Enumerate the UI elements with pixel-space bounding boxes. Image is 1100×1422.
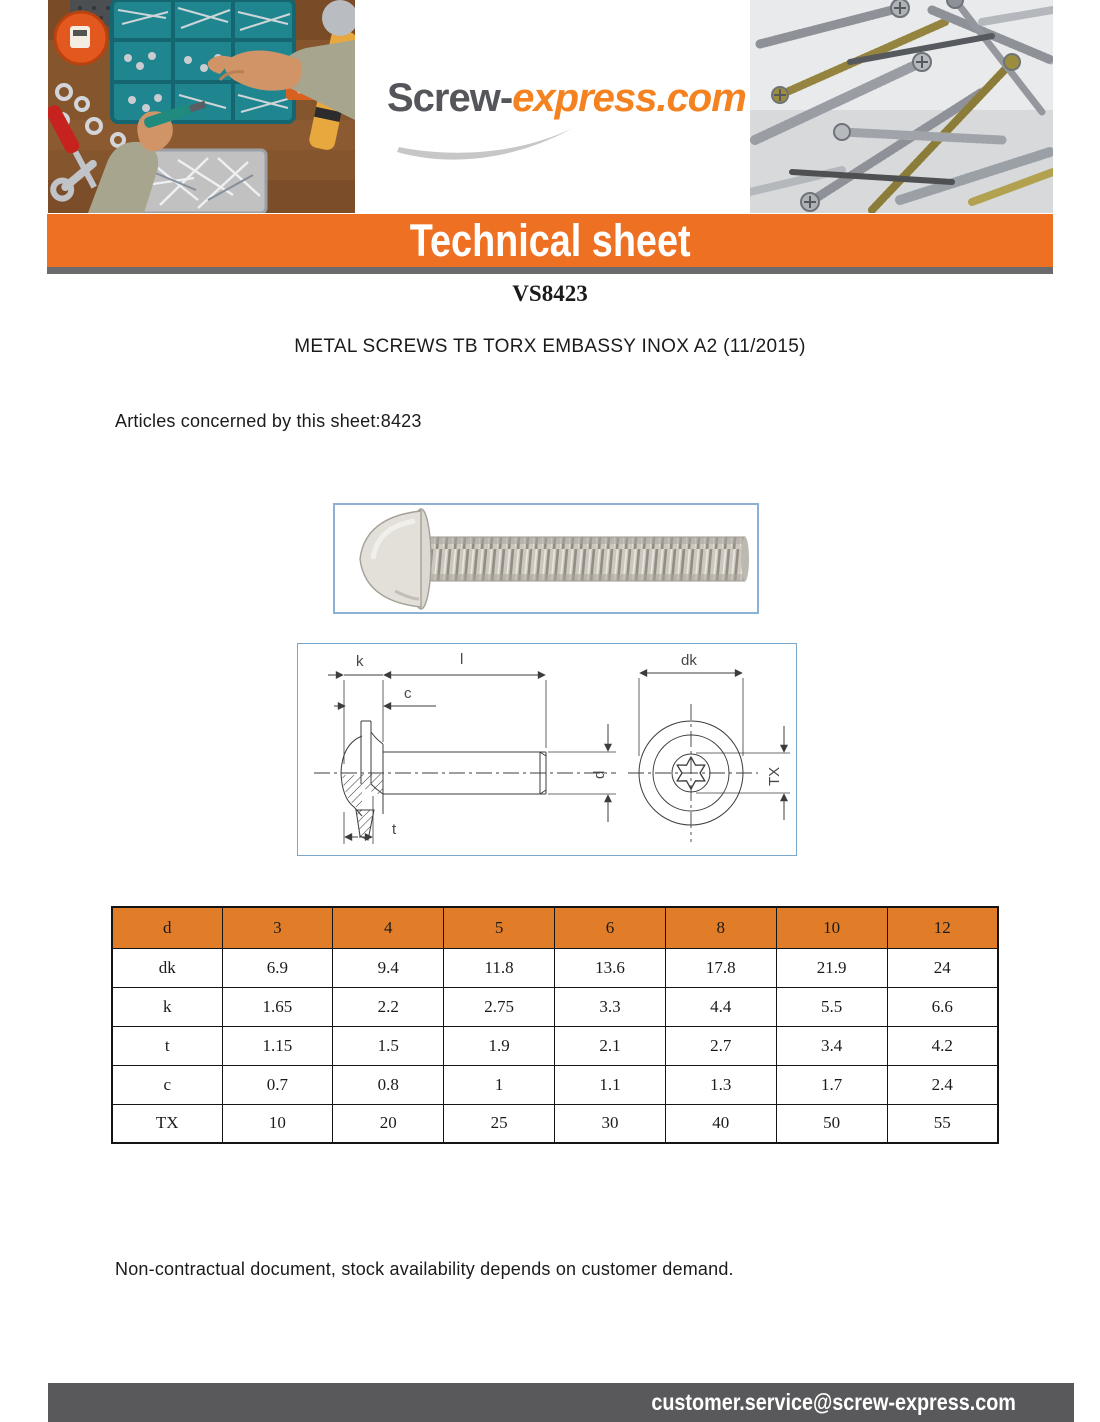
- spec-cell: 13.6: [555, 948, 666, 987]
- spec-cell: 1: [444, 1065, 555, 1104]
- table-row: [112, 987, 998, 1026]
- logo-suffix: express.com: [512, 76, 746, 120]
- spec-cell: 2.7: [665, 1026, 776, 1065]
- spec-cell: 1.7: [776, 1065, 887, 1104]
- spec-cell: 30: [555, 1104, 666, 1143]
- contact-email[interactable]: customer.service@screw-express.com: [651, 1389, 1016, 1415]
- spec-cell: 24: [887, 948, 998, 987]
- spec-cell: 1.3: [665, 1065, 776, 1104]
- spec-cell: 55: [887, 1104, 998, 1143]
- spec-row-label: t: [112, 1026, 222, 1065]
- banner-title: Technical sheet: [409, 214, 691, 266]
- spec-cell: 5.5: [776, 987, 887, 1026]
- spec-cell: 9.4: [333, 948, 444, 987]
- spec-cell: 11.8: [444, 948, 555, 987]
- spec-cell: 3.3: [555, 987, 666, 1026]
- spec-col-header: d: [112, 907, 222, 948]
- spec-cell: 2.2: [333, 987, 444, 1026]
- dim-label-dk: dk: [681, 652, 697, 669]
- spec-col-header: 5: [444, 907, 555, 948]
- spec-cell: 50: [776, 1104, 887, 1143]
- dim-label-l: l: [460, 651, 464, 668]
- spec-col-header: 4: [333, 907, 444, 948]
- dim-label-c: c: [404, 685, 412, 702]
- logo-wordmark: [387, 76, 746, 121]
- spec-cell: 4.2: [887, 1026, 998, 1065]
- document-reference: VS8423: [512, 281, 588, 306]
- screws-pile-art: [750, 0, 1053, 213]
- spec-cell: 2.1: [555, 1026, 666, 1065]
- table-row: [112, 1104, 998, 1143]
- spec-row-label: dk: [112, 948, 222, 987]
- spec-row-label: k: [112, 987, 222, 1026]
- spec-cell: 10: [222, 1104, 333, 1143]
- header-divider: [47, 267, 1053, 274]
- dimensions-table: [111, 906, 999, 1144]
- spec-cell: 6.6: [887, 987, 998, 1026]
- contact-bar: [48, 1383, 1074, 1422]
- dim-label-k: k: [356, 653, 364, 670]
- spec-col-header: 3: [222, 907, 333, 948]
- logo-prefix: Screw-: [387, 76, 513, 120]
- non-contractual-note: Non-contractual document, stock availability depends on customer demand.: [115, 1259, 734, 1279]
- spec-cell: 1.1: [555, 1065, 666, 1104]
- logo-swoosh: [391, 122, 581, 164]
- technical-sheet-banner: [47, 214, 1053, 267]
- table-row: [112, 1026, 998, 1065]
- technical-drawing-frame: [297, 643, 797, 856]
- spec-cell: 2.75: [444, 987, 555, 1026]
- spec-cell: 4.4: [665, 987, 776, 1026]
- spec-col-header: 12: [887, 907, 998, 948]
- spec-cell: 1.15: [222, 1026, 333, 1065]
- logo-block: [355, 0, 750, 213]
- spec-cell: 17.8: [665, 948, 776, 987]
- technical-drawing: [298, 644, 796, 855]
- workbench-photo-art: [48, 0, 355, 213]
- workbench-photo: [48, 0, 355, 213]
- spec-cell: 1.9: [444, 1026, 555, 1065]
- spec-row-label: TX: [112, 1104, 222, 1143]
- document-title: METAL SCREWS TB TORX EMBASSY INOX A2 (11/2015): [294, 336, 806, 357]
- spec-cell: 21.9: [776, 948, 887, 987]
- spec-cell: 1.5: [333, 1026, 444, 1065]
- table-row: [112, 1065, 998, 1104]
- product-photo-frame: [333, 503, 759, 614]
- spec-cell: 2.4: [887, 1065, 998, 1104]
- spec-col-header: 10: [776, 907, 887, 948]
- table-header-row: [112, 907, 998, 948]
- spec-col-header: 6: [555, 907, 666, 948]
- spec-cell: 3.4: [776, 1026, 887, 1065]
- spec-cell: 40: [665, 1104, 776, 1143]
- spec-cell: 25: [444, 1104, 555, 1143]
- dim-label-tx: TX: [766, 766, 783, 786]
- articles-concerned-line: Articles concerned by this sheet:8423: [115, 411, 422, 431]
- spec-cell: 0.8: [333, 1065, 444, 1104]
- dim-label-d: d: [591, 770, 608, 779]
- screws-pile-photo: [750, 0, 1053, 213]
- spec-cell: 20: [333, 1104, 444, 1143]
- spec-cell: 1.65: [222, 987, 333, 1026]
- screw-product-photo: [335, 505, 757, 612]
- spec-cell: 6.9: [222, 948, 333, 987]
- dim-label-t: t: [392, 821, 397, 838]
- spec-col-header: 8: [665, 907, 776, 948]
- table-row: [112, 948, 998, 987]
- spec-row-label: c: [112, 1065, 222, 1104]
- spec-cell: 0.7: [222, 1065, 333, 1104]
